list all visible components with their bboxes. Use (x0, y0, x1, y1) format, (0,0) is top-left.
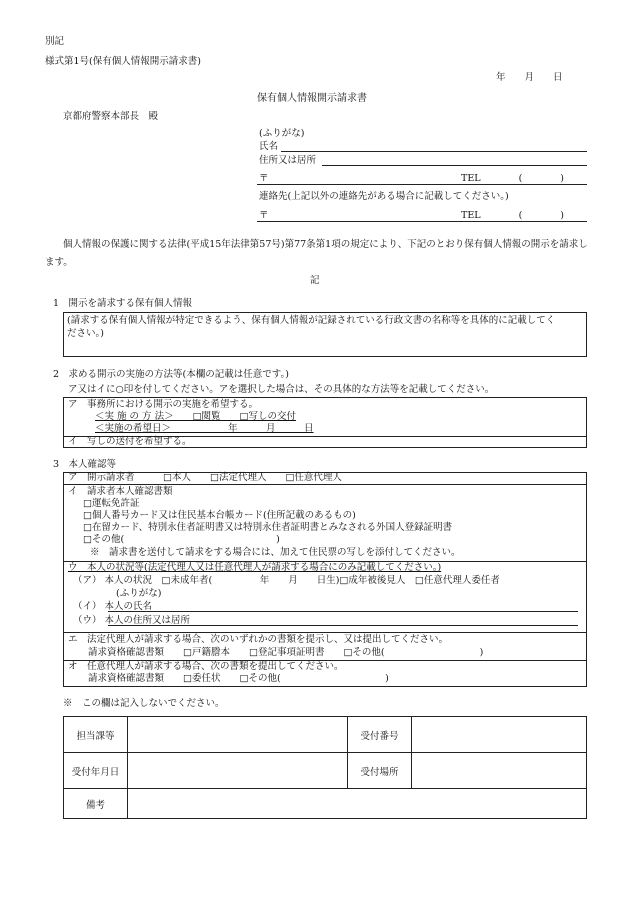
ki-label: 記 (310, 275, 320, 286)
applicant-postal: 〒 (259, 173, 269, 184)
office-field-remarks[interactable] (128, 789, 587, 819)
form-title: 保有個人情報開示請求書 (257, 93, 367, 104)
office-field-receipt-no[interactable] (412, 717, 587, 753)
option-b-mail[interactable]: イ 写しの送付を希望する。 (68, 436, 192, 447)
office-use-table (63, 716, 587, 819)
requester-type-row[interactable]: ア 開示請求者 □本人 □法定代理人 □任意代理人 (68, 472, 342, 483)
office-field-receipt-place[interactable] (412, 753, 587, 789)
office-label-receipt-date: 受付年月日 (64, 753, 128, 789)
contact-tel: TEL ( ) (461, 210, 564, 221)
office-field-receipt-date[interactable] (128, 753, 348, 789)
doc-mynumber-checkbox[interactable]: □個人番号カード又は住民基本台帳カード(住所記載のあるもの) (83, 510, 356, 521)
annex-label: 別記 (45, 36, 65, 47)
contact-postal: 〒 (259, 210, 269, 221)
principal-status-row[interactable]: （ア） 本人の状況 □未成年者( 年 月 日生)□成年被後見人 □任意代理人委任者 (73, 575, 500, 586)
office-label-dept: 担当課等 (64, 717, 128, 753)
principal-address-line[interactable] (108, 625, 578, 626)
doc-license-checkbox[interactable]: □運転免許証 (83, 498, 140, 509)
office-label-remarks: 備考 (64, 789, 128, 819)
section1-note-line2: ださい。) (67, 328, 104, 339)
principal-address-label: （ウ） 本人の住所又は居所 (73, 615, 191, 626)
section1-heading: 1 開示を請求する保有個人情報 (53, 298, 193, 309)
applicant-postal-line[interactable] (257, 184, 587, 185)
doc-residence-card-checkbox[interactable]: □在留カード、特別永住者証明書又は特別永住者証明書とみなされる外国人登録証明書 (83, 522, 453, 533)
voluntary-agent-note: オ 任意代理人が請求する場合、次の書類を提出してください。 (68, 661, 344, 672)
office-field-dept[interactable] (128, 717, 348, 753)
section2-heading: 2 求める開示の実施の方法等(本欄の記載は任意です。) (53, 369, 289, 380)
section2-note: ア又はイに○印を付してください。アを選択した場合は、その具体的な方法等を記載してください。 (68, 384, 495, 395)
principal-name-line[interactable] (108, 611, 578, 612)
principal-furigana-label: (ふりがな) (116, 588, 162, 599)
voluntary-agent-docs-row[interactable]: 請求資格確認書類 □委任状 □その他( ) (88, 673, 389, 684)
form-number: 様式第1号(保有個人情報開示請求書) (45, 56, 201, 67)
principal-name-label: （イ） 本人の氏名 (73, 601, 153, 612)
intro-text: 個人情報の保護に関する法律(平成15年法律第57号)第77条第1項の規定により、下記のとおり保有個人情報の開示を請求します。 (45, 239, 588, 268)
date-wish-line[interactable]: ＜実施の希望日＞ 年 月 日 (95, 423, 314, 434)
section1-note-line1: (請求する保有個人情報が特定できるよう、保有個人情報が記録されている行政文書の名称等を具体的に記載してく (67, 315, 556, 326)
method-line[interactable]: ＜実 施 の 方 法＞ □閲覧 □写しの交付 (95, 411, 297, 422)
section3-divider-1 (63, 484, 587, 485)
section3-divider-3 (63, 632, 587, 633)
applicant-tel: TEL ( ) (461, 173, 564, 184)
section3-heading: 3 本人確認等 (53, 459, 117, 470)
principal-status-title: ウ 本人の状況等(法定代理人又は任意代理人が請求する場合にのみ記載してください。) (68, 562, 442, 573)
date-line: 年 月 日 (496, 72, 563, 83)
applicant-furigana-label: (ふりがな) (259, 128, 305, 139)
legal-agent-note: エ 法定代理人が請求する場合、次のいずれかの書類を提示し、又は提出してください。 (68, 634, 449, 645)
doc-other-checkbox[interactable]: □その他( ) (83, 534, 280, 545)
office-label-receipt-no: 受付番号 (348, 717, 412, 753)
addressee: 京都府警察本部長 殿 (63, 111, 159, 122)
applicant-name-label: 氏名 (259, 141, 279, 152)
office-label-receipt-place: 受付場所 (348, 753, 412, 789)
applicant-address-line[interactable] (322, 165, 587, 166)
legal-agent-docs-row[interactable]: 請求資格確認書類 □戸籍謄本 □登記事項証明書 □その他( ) (88, 647, 484, 658)
identity-docs-note: ※ 請求書を送付して請求をする場合には、加えて住民票の写しを添付してください。 (90, 547, 461, 558)
applicant-address-label: 住所又は居所 (259, 155, 317, 166)
contact-label: 連絡先(上記以外の連絡先がある場合に記載してください。) (259, 191, 509, 202)
identity-docs-title: イ 請求者本人確認書類 (68, 486, 173, 497)
option-a-office[interactable]: ア 事務所における開示の実施を希望する。 (68, 399, 259, 410)
office-use-note: ※ この欄は記入しないでください。 (63, 698, 225, 709)
contact-line[interactable] (257, 221, 587, 222)
applicant-name-line[interactable] (281, 151, 587, 152)
